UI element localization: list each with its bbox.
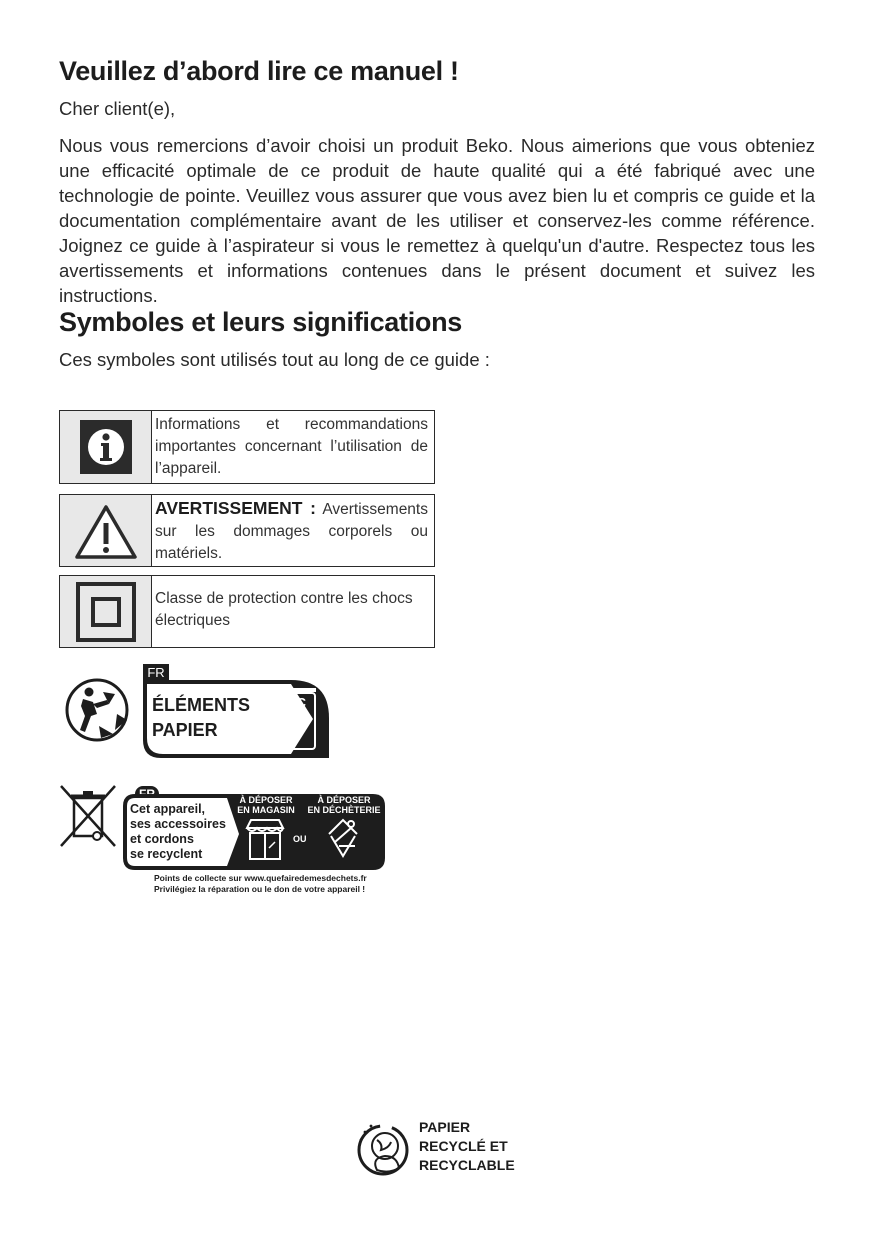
double-insulation-icon — [60, 576, 152, 647]
store-header-1: À DÉPOSER — [239, 795, 293, 805]
triman-packaging-logo — [63, 662, 331, 762]
weee-line3: et cordons — [130, 832, 194, 846]
triman-weee-logo — [59, 782, 389, 897]
bin-icon — [268, 682, 316, 752]
crossed-bin-icon — [59, 784, 117, 848]
greeting: Cher client(e), — [59, 98, 176, 119]
weee-line2: ses accessoires — [130, 817, 226, 831]
store-header-2: EN MAGASIN — [237, 805, 295, 815]
paper-line2: RECYCLÉ ET — [419, 1138, 508, 1154]
triman-person-icon — [63, 674, 135, 746]
weee-footer-2: Privilégiez la réparation ou le don de votre appareil ! — [154, 883, 366, 894]
symbol-row-warning — [59, 494, 435, 567]
symbols-intro: Ces symboles sont utilisés tout au long de ce guide : — [59, 349, 490, 370]
or-label: OU — [293, 834, 307, 844]
triman-country-tag: FR — [143, 664, 169, 682]
symbol-class2-text: Classe de protection contre les chocs électriques — [155, 590, 413, 629]
weee-footer-1: Points de collecte sur www.quefairedemesdechets.fr — [154, 873, 367, 883]
symbol-warning-text: Avertissements sur les dommages corporels ou matériels. — [155, 501, 428, 562]
symbol-row-info — [59, 410, 435, 484]
paper-line1: PAPIER — [419, 1119, 471, 1135]
triman-line2: PAPIER — [152, 720, 218, 740]
weee-line1: Cet appareil, — [130, 802, 206, 816]
recycled-paper-icon — [355, 1118, 415, 1182]
symbol-info-text: Informations et recommandations importantes concernant l’utilisation de l’appareil. — [155, 416, 428, 477]
warning-icon — [60, 495, 152, 566]
bin-label-2: DE — [282, 709, 302, 724]
triman-line1: ÉLÉMENTS — [152, 695, 251, 715]
symbol-row-class2 — [59, 575, 435, 648]
dump-icon — [321, 816, 365, 860]
info-icon — [60, 411, 152, 483]
weee-line4: se recyclent — [130, 847, 203, 861]
store-icon — [245, 818, 285, 862]
paper-line3: RECYCLABLE — [419, 1157, 515, 1173]
dump-header-2: EN DÉCHÈTERIE — [307, 805, 381, 815]
bin-label-3: TRI — [281, 723, 303, 738]
page-title: Veuillez d’abord lire ce manuel ! — [59, 56, 459, 86]
warning-label: AVERTISSEMENT : — [155, 498, 317, 518]
recycled-paper-logo — [355, 1116, 525, 1184]
bin-label-1: BAC — [277, 695, 307, 710]
symbols-heading: Symboles et leurs significations — [59, 307, 463, 337]
dump-header-1: À DÉPOSER — [317, 795, 371, 805]
intro-paragraph: Nous vous remercions d’avoir choisi un produit Beko. Nous aimerions que vous obteniez une efficacité optimale de ce produit de haute qualité qui a été fabriqué avec une technologie de pointe. Veuillez vous assurer que vous avez bien lu et compris ce guide et la documentation complémentaire avant de les utiliser et conservez-les comme référence. Joignez ce guide à l’aspirateur si vous le remettez à quelqu'un d'autre. Respectez tous les avertissements et informations contenues dans le présent document et suivez les instructions. — [59, 135, 815, 306]
